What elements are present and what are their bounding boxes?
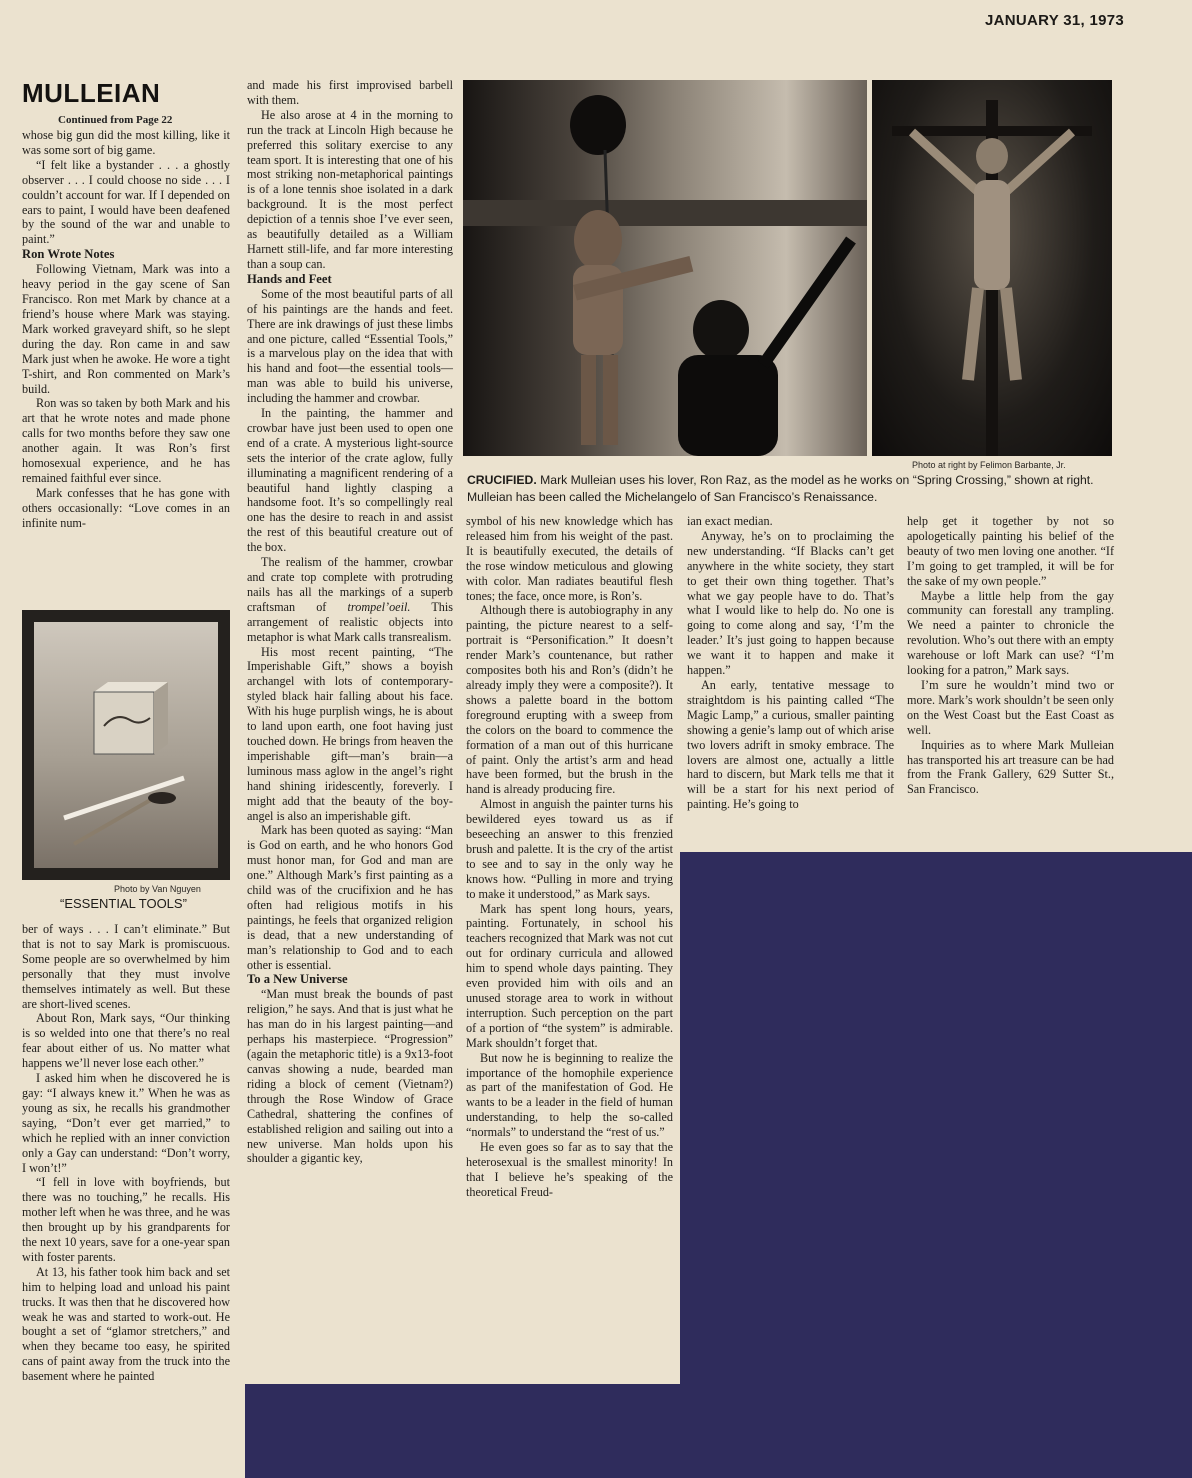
spring-crossing-photo [872,80,1112,456]
paragraph: Almost in anguish the painter turns his bewildered eyes toward us as if beseeching an answer to this frenzied brush and palette. It is the cry of the artist to see and to say in the only way he knows how. “Pulling in more and trying to make it understood,” as Mark says. [466,797,673,901]
paragraph: and made his first improvised barbell with them. [247,78,453,107]
overlay-block [245,1384,685,1478]
crucified-photo-scene [463,80,867,456]
text-run: This arrangement of realistic objects into metaphor is what Mark calls transrealism. [247,599,454,644]
caption-text: Mark Mulleian uses his lover, Ron Raz, as the model as he works on “Spring Crossing,” shown at right. Mulleian has been called the Michelangelo of San Francisco’s Renaissance. [467,473,1094,504]
subheading: Hands and Feet [247,271,332,286]
subheading: Ron Wrote Notes [22,247,115,262]
crucified-photo [463,80,867,456]
text-run: The realism of the hammer, crowbar and crate top complete with protruding nails has all the markings of a superb craftsman of [247,555,453,614]
column-5 [907,514,1114,797]
photo-credit: Photo at right by Felimon Barbante, Jr. [912,460,1066,470]
paragraph: ian exact median. [687,514,773,528]
column-4 [687,514,894,812]
spring-crossing-painting [872,80,1112,456]
paragraph: whose big gun did the most killing, like it was some sort of big game. [22,128,230,157]
overlay-block [680,852,1192,1478]
paragraph: I asked him when he discovered he is gay: “I always knew it.” When he was as young as six, he recalls his grandmother saying, “Don’t ever get married,” to which he replied with an inner conviction only a Gay can understand: “Don’t worry, I won’t!” [22,1071,230,1175]
paragraph: Inquiries as to where Mark Mulleian has transported his art treasure can be had from the Frank Gallery, 629 Sutter St., San Francisco. [907,737,1114,797]
paragraph: Following Vietnam, Mark was into a heavy period in the gay scene of San Francisco. Ron met Mark by chance at a friend’s house where Mark was staying. Mark worked graveyard shift, so he slept during the day. Ron came in and saw Mark just when he awoke. He wore a tight T-shirt, and Ron commented on Mark’s build. [22,262,230,396]
paragraph: Mark confesses that he has gone with others occasionally: “Love comes in an infinite num- [22,485,230,530]
paragraph: Ron was so taken by both Mark and his art that he wrote notes and made phone calls for two months before they saw one another again. It was Ron’s first homosexual experience, and he has remained faithful ever since. [22,396,230,485]
paragraph [247,555,453,644]
column-2 [247,78,453,1166]
essential-tools-painting [34,622,218,868]
paragraph: Although there is autobiography in any painting, the picture nearest to a self-portrait is “Personification.” It doesn’t render Mark’s countenance, but rather composites both his and Ron’s (didn’t he already imply they were a composite?). It shows a palette board in the bottom foreground erupting with a sweep from the colors on the board to commence the formation of a man out of this hurricane of paint. Only the artist’s arm and head have been formed, but the brush in the hand is already producing fire. [466,603,673,797]
paragraph: symbol of his new knowledge which has released him from his weight of the past. It is beautifully executed, the details of the rose window meticulous and glowing with color. Man radiates beautiful flesh tones; the face, once more, is Ron’s. [466,514,673,603]
italic-term: trompel’oeil. [347,599,411,614]
paragraph: ber of ways . . . I can’t eliminate.” But that is not to say Mark is promiscuous. Some people are so overwhelmed by him personally that they must involve themselves intimately as well. But these are short-lived scenes. [22,922,230,1011]
paragraph: He also arose at 4 in the morning to run the track at Lincoln High because he preferred this solitary exercise to any team sport. It is interesting that one of his most striking non-metaphorical paintings is of a lone tennis shoe isolated in a dark background. It is the most perfect depiction of a tennis shoe I’ve ever seen, as beautifully detailed as a William Harnett still-life, and far more interesting than a soup can. [247,107,453,271]
paragraph: Some of the most beautiful parts of all of his paintings are the hands and feet. There are ink drawings of just these limbs and one picture, called “Essential Tools,” is a marvelous play on the idea that with his hand and foot—the essential tools—man was able to build his universe, including the hammer and crowbar. [247,286,453,406]
photo-caption: “ESSENTIAL TOOLS” [60,896,187,911]
paragraph: “Man must break the bounds of past religion,” he says. And that is just what he has man do in his largest painting—and perhaps his masterpiece. “Progression” (again the metaphoric title) is a 9x13-foot canvas showing a nude, bearded man riding a block of cement (Vietnam?) through the Rose Window of Grace Cathedral, shattering the confines of established religion and sailing out into a new universe. Man holds upon his shoulder a gigantic key, [247,987,453,1166]
column-3 [466,514,673,1200]
continued-note: Continued from Page 22 [58,114,173,126]
paragraph: help get it together by not so apologetically painting his belief of the beauty of two men loving one another. “If I’m going to get trampled, it will be for the sake of my own people.” [907,514,1114,588]
paragraph: Maybe a little help from the gay community can forestall any trampling. We need a painter to chronicle the revolution. Who’s out there with an empty warehouse or loft Mark can use? “I’m looking for a patron,” Mark says. [907,588,1114,678]
subheading: To a New Universe [247,972,348,987]
paragraph: About Ron, Mark says, “Our thinking is so welded into one that there’s no real fear about either of us. No matter what happens we’ll never lose each other.” [22,1011,230,1071]
paragraph: In the painting, the hammer and crowbar have just been used to open one end of a crate. A mysterious light-source sets the interior of the crate aglow, fully illuminating a magnificent rendering of a beautiful hand lightly clasping a handsome foot. It’s so compellingly real one has the desire to reach in and assist the rest of this beautiful creature out of the box. [247,406,453,555]
photo-caption [467,472,1117,506]
paragraph: His most recent painting, “The Imperishable Gift,” shows a boyish archangel with lots of contemporary-styled black hair falling about his face. With his huge purplish wings, he is about to land upon earth, one foot having just touched down. He brings from heaven the imperishable gift—man’s brain—a luminous mass aglow in the angel’s right hand shining iridescently, foreverly. I might add that the beauty of the boy-angel is also an imperishable gift. [247,644,453,823]
paragraph: He even goes so far as to say that the heterosexual is the smallest minority! In that I believe he’s speaking of the theoretical Freud- [466,1140,673,1199]
paragraph: Mark has been quoted as saying: “Man is God on earth, and he who honors God must honor man, for God and man are one.” Although Mark’s first painting as a child was of the crucifixion and he has often had religious motifs in his paintings, he feels that organized religion is dead, that a new understanding of man’s relationship to God and to each other is essential. [247,823,453,972]
headline: MULLEIAN [22,78,161,108]
paragraph: Mark has spent long hours, years, painting. Fortunately, in school his teachers recognized that Mark was not cut out for ordinary curricula and allowed him to spend whole days painting. They even provided him with oils and an unused storage area to work in without interruption. Such perception on the part of a portion of “the system” is admirable. Mark shouldn’t forget that. [466,901,673,1050]
column-1-top [22,128,230,531]
paragraph: At 13, his father took him back and set him to helping load and unload his paint trucks. It was then that he discovered how weak he was and started to work-out. He bought a set of “glamor stretchers,” and when they became too easy, he spirited cans of paint away from the truck into the basement where he painted [22,1264,230,1384]
column-1-bottom [22,922,230,1384]
issue-date: JANUARY 31, 1973 [985,12,1125,29]
essential-tools-illustration [34,622,218,868]
paragraph: An early, tentative message to straightdom is his painting called “The Magic Lamp,” a curious, smaller painting showing a genie’s lamp out of which arise two lovers adrift in smoky embrace. The lovers are almost one, actually a little hard to discern, but Mark tells me that it will be a start for his next period of painting. He’s going to [687,677,894,812]
photo-credit: Photo by Van Nguyen [114,884,201,894]
caption-lead: CRUCIFIED. [467,473,537,487]
paragraph: But now he is beginning to realize the importance of the homophile experience as part of the manifestation of God. He wants to be a leader in the field of human understanding, to help the so-called “normals” to understand the “rest of us.” [466,1050,673,1140]
paragraph: I’m sure he wouldn’t mind two or more. Mark’s work shouldn’t be seen only on the West Coast but the East Coast as well. [907,677,1114,737]
paragraph: Anyway, he’s on to proclaiming the new understanding. “If Blacks can’t get anywhere in the white society, they start to get their own thing together. That’s what we gay people have to do. That’s what I would like to help do. No one is going to come along and say, ‘I’m the leader.’ It’s just going to happen because we want it to happen and make it happen.” [687,528,894,678]
paragraph: “I fell in love with boyfriends, but there was no touching,” he recalls. His mother left when he was three, and he was then brought up by his grandparents for the next 10 years, save for a one-year span with foster parents. [22,1175,230,1264]
essential-tools-photo [22,610,230,880]
paragraph: “I felt like a bystander . . . a ghostly observer . . . I could choose no side . . . I couldn’t account for war. If I depended on ears to paint, I would have been deafened by the sound of the war and unable to paint.” [22,157,230,247]
